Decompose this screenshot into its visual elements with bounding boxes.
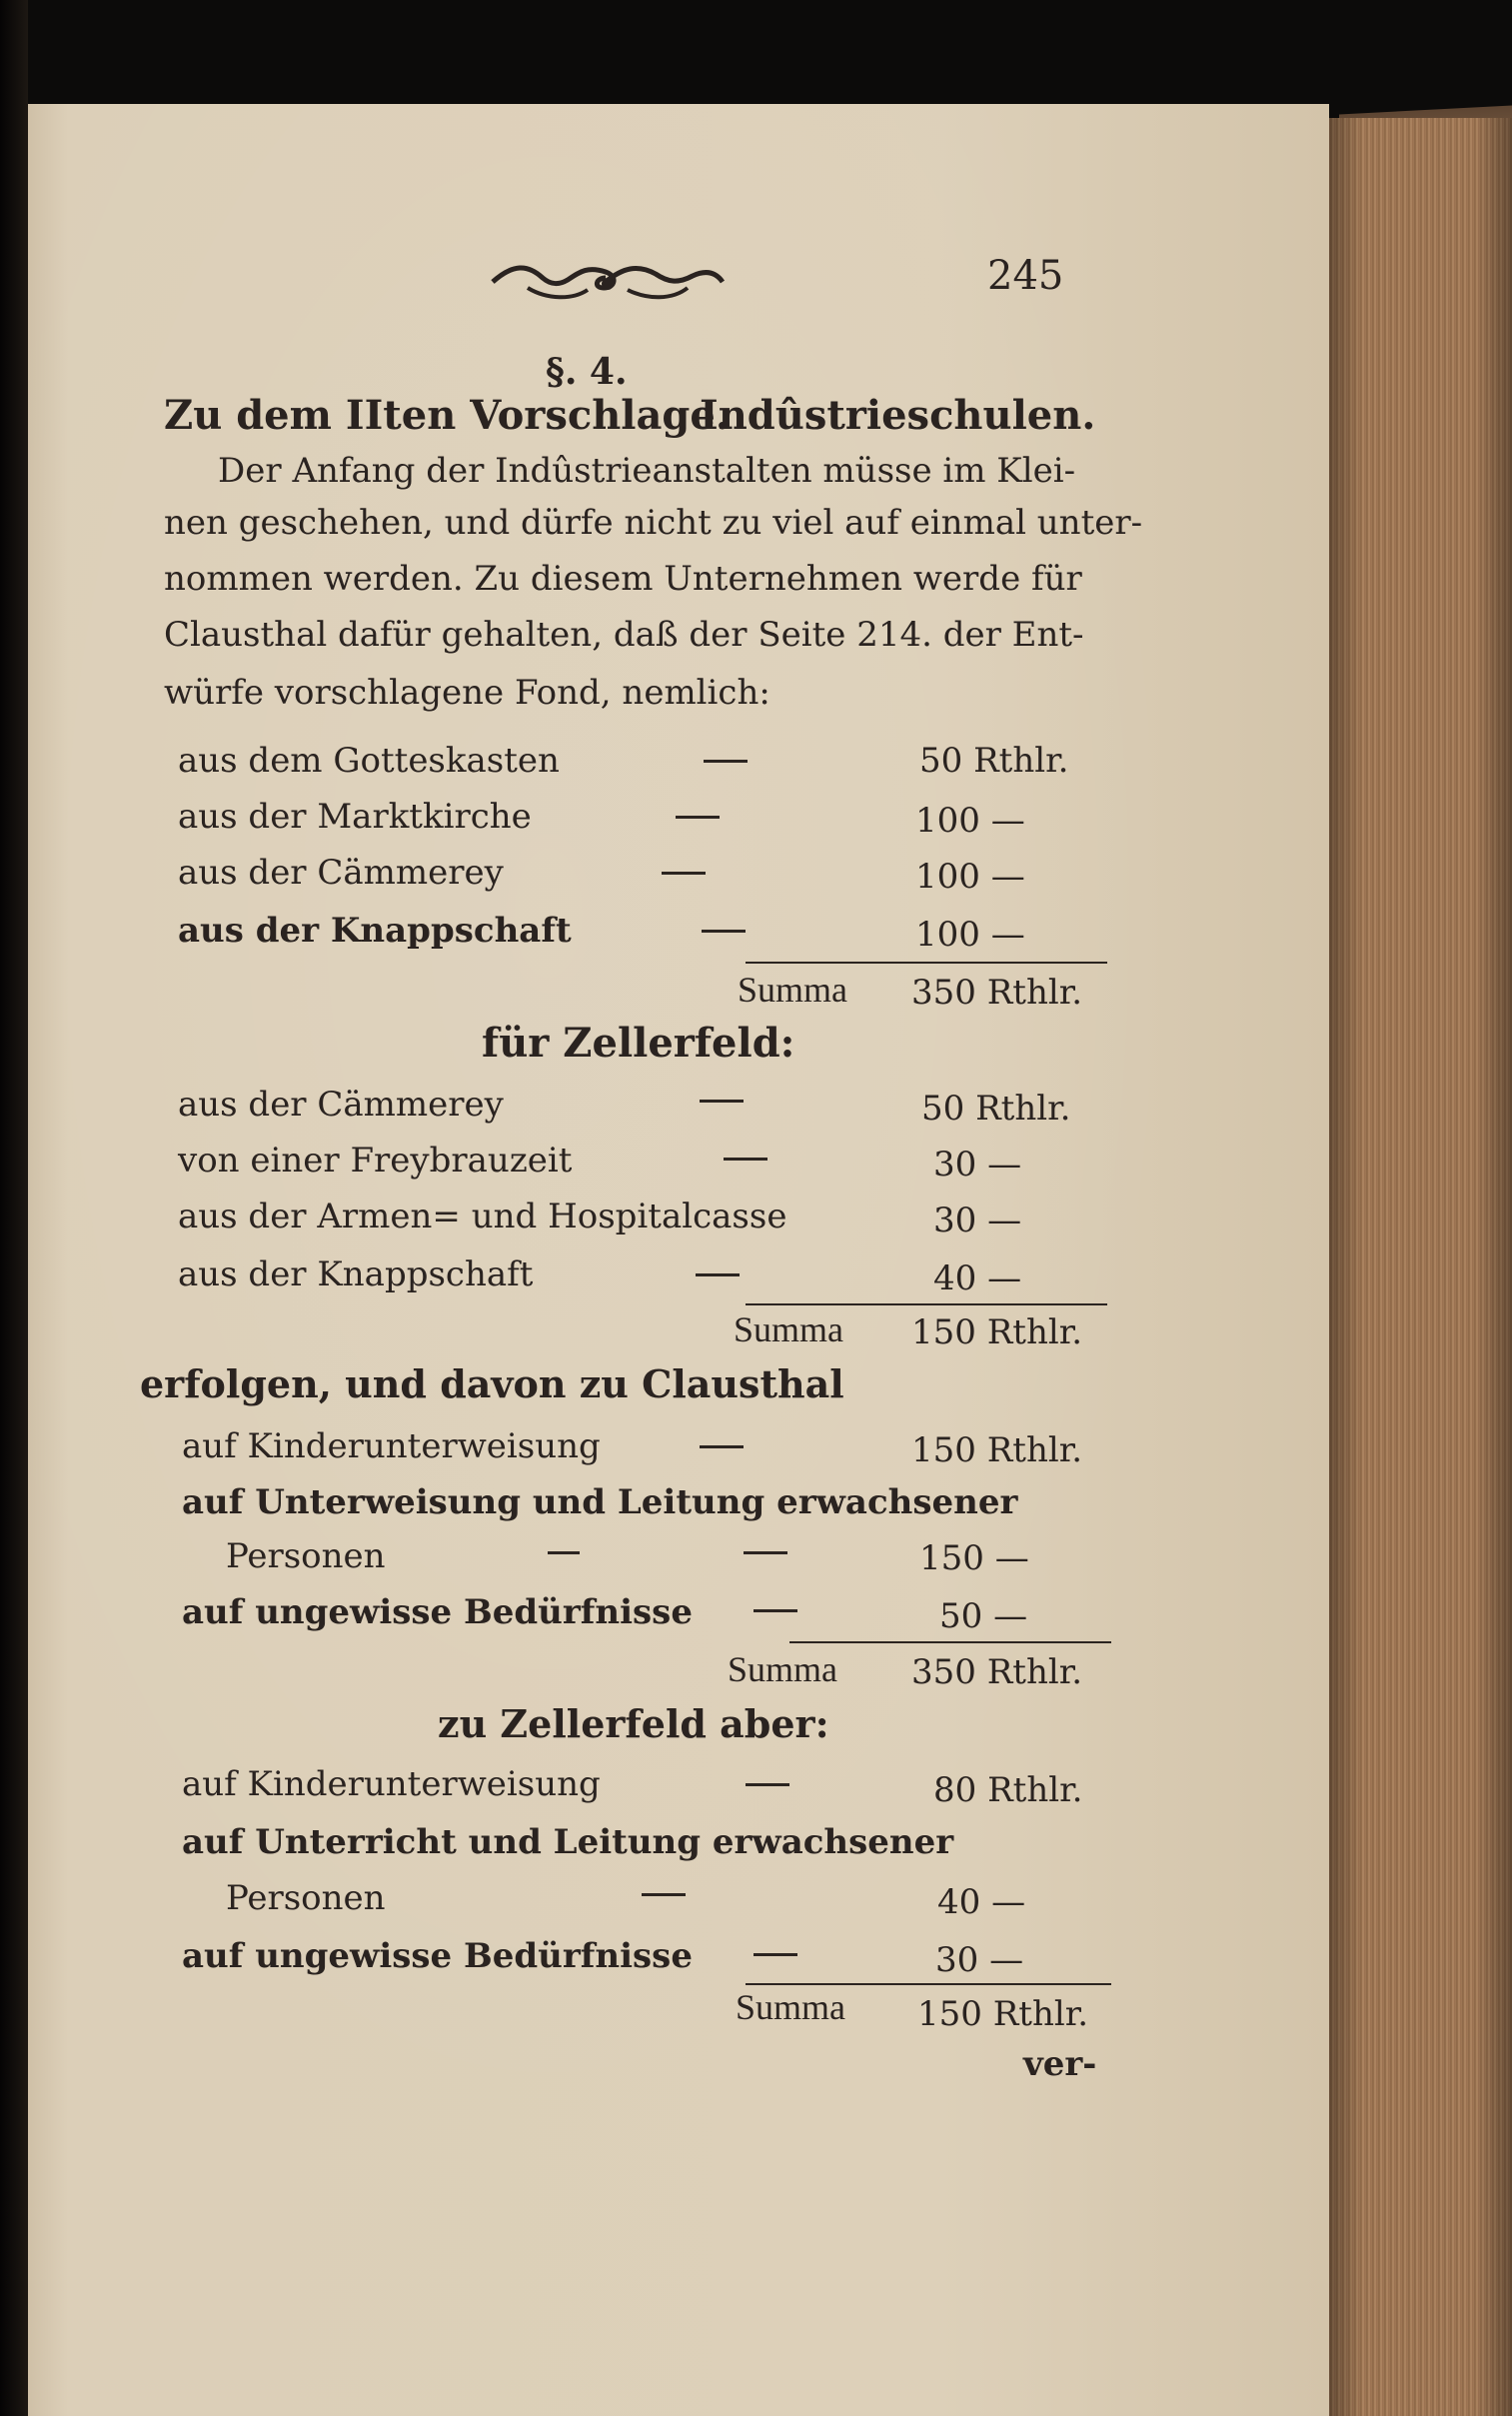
use-amount: 50 — [939, 1596, 1028, 1636]
fund-amount: 50 Rthlr. [919, 741, 1069, 781]
dash-leader [696, 1273, 740, 1276]
subheading: für Zellerfeld: [482, 1020, 795, 1067]
fund-label: aus der Marktkirche [178, 797, 532, 837]
sum-label: Summa [734, 1309, 844, 1349]
subheading: erfolgen, und davon zu Clausthal [140, 1361, 844, 1406]
use-label: auf ungewisse Bedürfnisse [182, 1936, 693, 1976]
sum-label: Summa [738, 970, 848, 1010]
dash-leader [642, 1893, 686, 1896]
intro-line: Clausthal dafür gehalten, daß der Seite 214. der Ent- [164, 615, 1084, 655]
sum-amount: 150 Rthlr. [917, 1994, 1089, 2034]
use-label: auf Kinderunterweisung [182, 1764, 601, 1804]
fund-label: aus der Knappschaft [178, 1254, 534, 1294]
sum-rule [746, 1983, 1111, 1985]
sum-amount: 350 Rthlr. [911, 1652, 1083, 1692]
fund-label: aus der Armen= und Hospitalcasse [178, 1197, 787, 1236]
fund-label: aus der Cämmerey [178, 853, 504, 893]
book-page [28, 104, 1329, 2416]
dash-leader [676, 816, 720, 819]
fund-amount: 100 — [915, 915, 1025, 955]
fund-label: von einer Freybrauzeit [178, 1141, 573, 1181]
page-number: 245 [987, 253, 1064, 299]
use-amount: 150 — [919, 1538, 1029, 1578]
fund-label: aus dem Gotteskasten [178, 741, 560, 781]
section-mark: §. 4. [546, 351, 628, 393]
fund-label: aus der Cämmerey [178, 1085, 504, 1125]
use-label: auf Kinderunterweisung [182, 1426, 601, 1466]
gutter-shadow [0, 0, 28, 2416]
fund-amount: 30 — [933, 1145, 1022, 1185]
dash-leader [662, 872, 706, 875]
dash-leader [746, 1783, 789, 1786]
dash-leader [754, 1953, 797, 1956]
heading-right: Indûstrieschulen. [700, 392, 1096, 439]
sum-amount: 150 Rthlr. [911, 1312, 1083, 1352]
sum-label: Summa [736, 1987, 846, 2027]
dash-leader [754, 1609, 797, 1612]
dash-leader [744, 1551, 787, 1554]
heading-left: Zu dem IIten Vorschlage. [164, 392, 730, 439]
use-amount: 30 — [935, 1940, 1024, 1980]
use-amount: 150 Rthlr. [911, 1430, 1083, 1470]
use-label-continued: Personen [226, 1536, 386, 1576]
sum-amount: 350 Rthlr. [911, 973, 1083, 1013]
sum-rule [746, 1303, 1107, 1305]
use-amount: 80 Rthlr. [933, 1770, 1083, 1810]
dash-leader [548, 1551, 580, 1554]
dash-leader [700, 1100, 744, 1103]
use-amount: 40 — [937, 1882, 1026, 1922]
dash-leader [700, 1445, 744, 1448]
intro-line: nommen werden. Zu diesem Unternehmen werde für [164, 559, 1082, 599]
fund-amount: 50 Rthlr. [921, 1089, 1071, 1129]
catchword: ver- [1023, 2044, 1097, 2084]
use-label: auf Unterricht und Leitung erwachsener [182, 1822, 954, 1862]
use-label-continued: Personen [226, 1878, 386, 1918]
dash-leader [702, 930, 746, 933]
intro-line: Der Anfang der Indûstrieanstalten müsse im Klei- [218, 451, 1076, 491]
page-block-shade [1329, 118, 1512, 2416]
sum-label: Summa [728, 1649, 838, 1689]
fund-label: aus der Knappschaft [178, 911, 572, 951]
fund-amount: 40 — [933, 1258, 1022, 1298]
fund-amount: 100 — [915, 857, 1025, 897]
printer-ornament-icon [488, 254, 728, 310]
intro-line: nen geschehen, und dürfe nicht zu viel auf einmal unter- [164, 503, 1143, 543]
fund-amount: 100 — [915, 801, 1025, 841]
fund-amount: 30 — [933, 1201, 1022, 1240]
dash-leader [724, 1158, 767, 1161]
dash-leader [704, 760, 748, 763]
sum-rule [789, 1641, 1111, 1643]
intro-line: würfe vorschlagene Fond, nemlich: [164, 673, 770, 713]
use-label: auf Unterweisung und Leitung erwachsener [182, 1482, 1018, 1522]
subheading: zu Zellerfeld aber: [438, 1701, 829, 1746]
use-label: auf ungewisse Bedürfnisse [182, 1592, 693, 1632]
sum-rule [746, 962, 1107, 964]
